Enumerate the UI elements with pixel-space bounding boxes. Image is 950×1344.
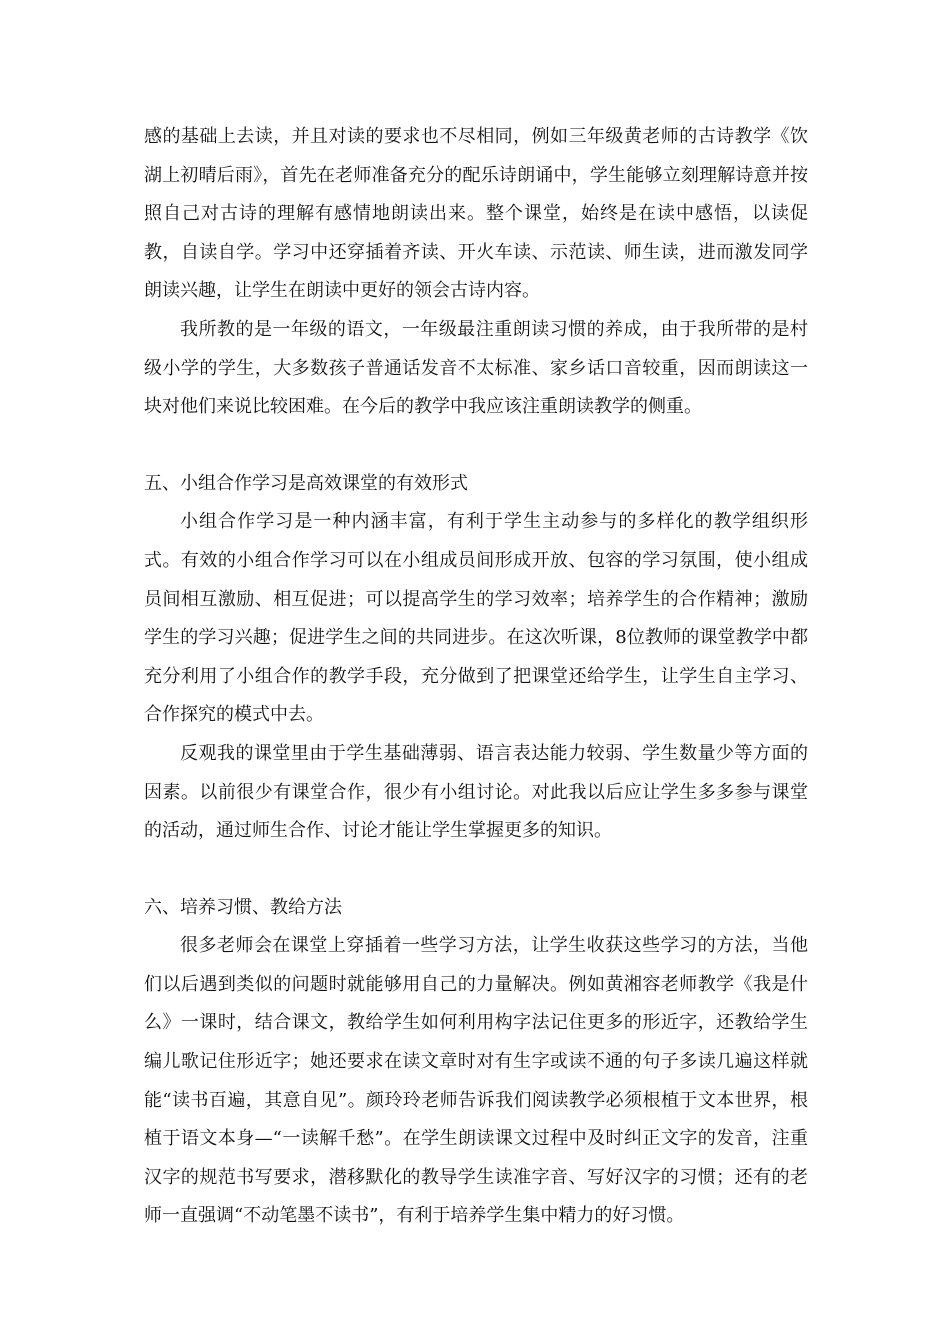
section-heading-six: 六、培养习惯、教给方法 — [144, 896, 342, 918]
paragraph-reading-habits: 我所教的是一年级的语文，一年级最注重朗读习惯的养成，由于我所带的是村级小学的学生，大多数孩子普通话发音不太标准、家乡话口音较重，因而朗读这一块对他们来说比较困难。在今后的教学中我应该注重朗读教学的侧重。 — [144, 318, 808, 418]
section-gap — [144, 851, 808, 889]
section-heading-five: 五、小组合作学习是高效课堂的有效形式 — [144, 472, 468, 494]
document-body — [144, 118, 808, 1236]
paragraph-group-learning: 小组合作学习是一种内涵丰富，有利于学生主动参与的多样化的教学组织形式。有效的小组合作学习可以在小组成员间形成开放、包容的学习氛围，使小组成员间相互激励、相互促进；可以提高学生的学习效率；培养学生的合作精神；激励学生的学习兴趣；促进学生之间的共同进步。在这次听课，8位教师的课堂教学中都充分利用了小组合作的教学手段，充分做到了把课堂还给学生，让学生自主学习、合作探究的模式中去。 — [144, 511, 808, 726]
section-gap — [144, 427, 808, 465]
paragraph-reflection: 反观我的课堂里由于学生基础薄弱、语言表达能力较弱、学生数量少等方面的因素。以前很少有课堂合作，很少有小组讨论。对此我以后应让学生多多参与课堂的活动，通过师生合作、讨论才能让学生掌握更多的知识。 — [144, 742, 808, 842]
paragraph-continued: 感的基础上去读，并且对读的要求也不尽相同，例如三年级黄老师的古诗教学《饮湖上初晴后雨》，首先在老师准备充分的配乐诗朗诵中，学生能够立刻理解诗意并按照自己对古诗的理解有感情地朗读出来。整个课堂，始终是在读中感悟，以读促教，自读自学。学习中还穿插着齐读、开火车读、示范读、师生读，进而激发同学朗读兴趣，让学生在朗读中更好的领会古诗内容。 — [144, 126, 808, 302]
paragraph-methods: 很多老师会在课堂上穿插着一些学习方法，让学生收获这些学习的方法，当他们以后遇到类似的问题时就能够用自己的力量解决。例如黄湘容老师教学《我是什么》一课时，结合课文，教给学生如何利用构字法记住更多的形近字，还教给学生编儿歌记住形近字；她还要求在读文章时对有生字或读不通的句子多读几遍这样就能“读书百遍，其意自见”。颜玲玲老师告诉我们阅读教学必须根植于文本世界，根植于语文本身—“一读解千愁”。在学生朗读课文过程中及时纠正文字的发音，注重汉字的规范书写要求，潜移默化的教导学生读准字音、写好汉字的习惯；还有的老师一直强调“不动笔墨不读书”，有利于培养学生集中精力的好习惯。 — [144, 935, 808, 1227]
